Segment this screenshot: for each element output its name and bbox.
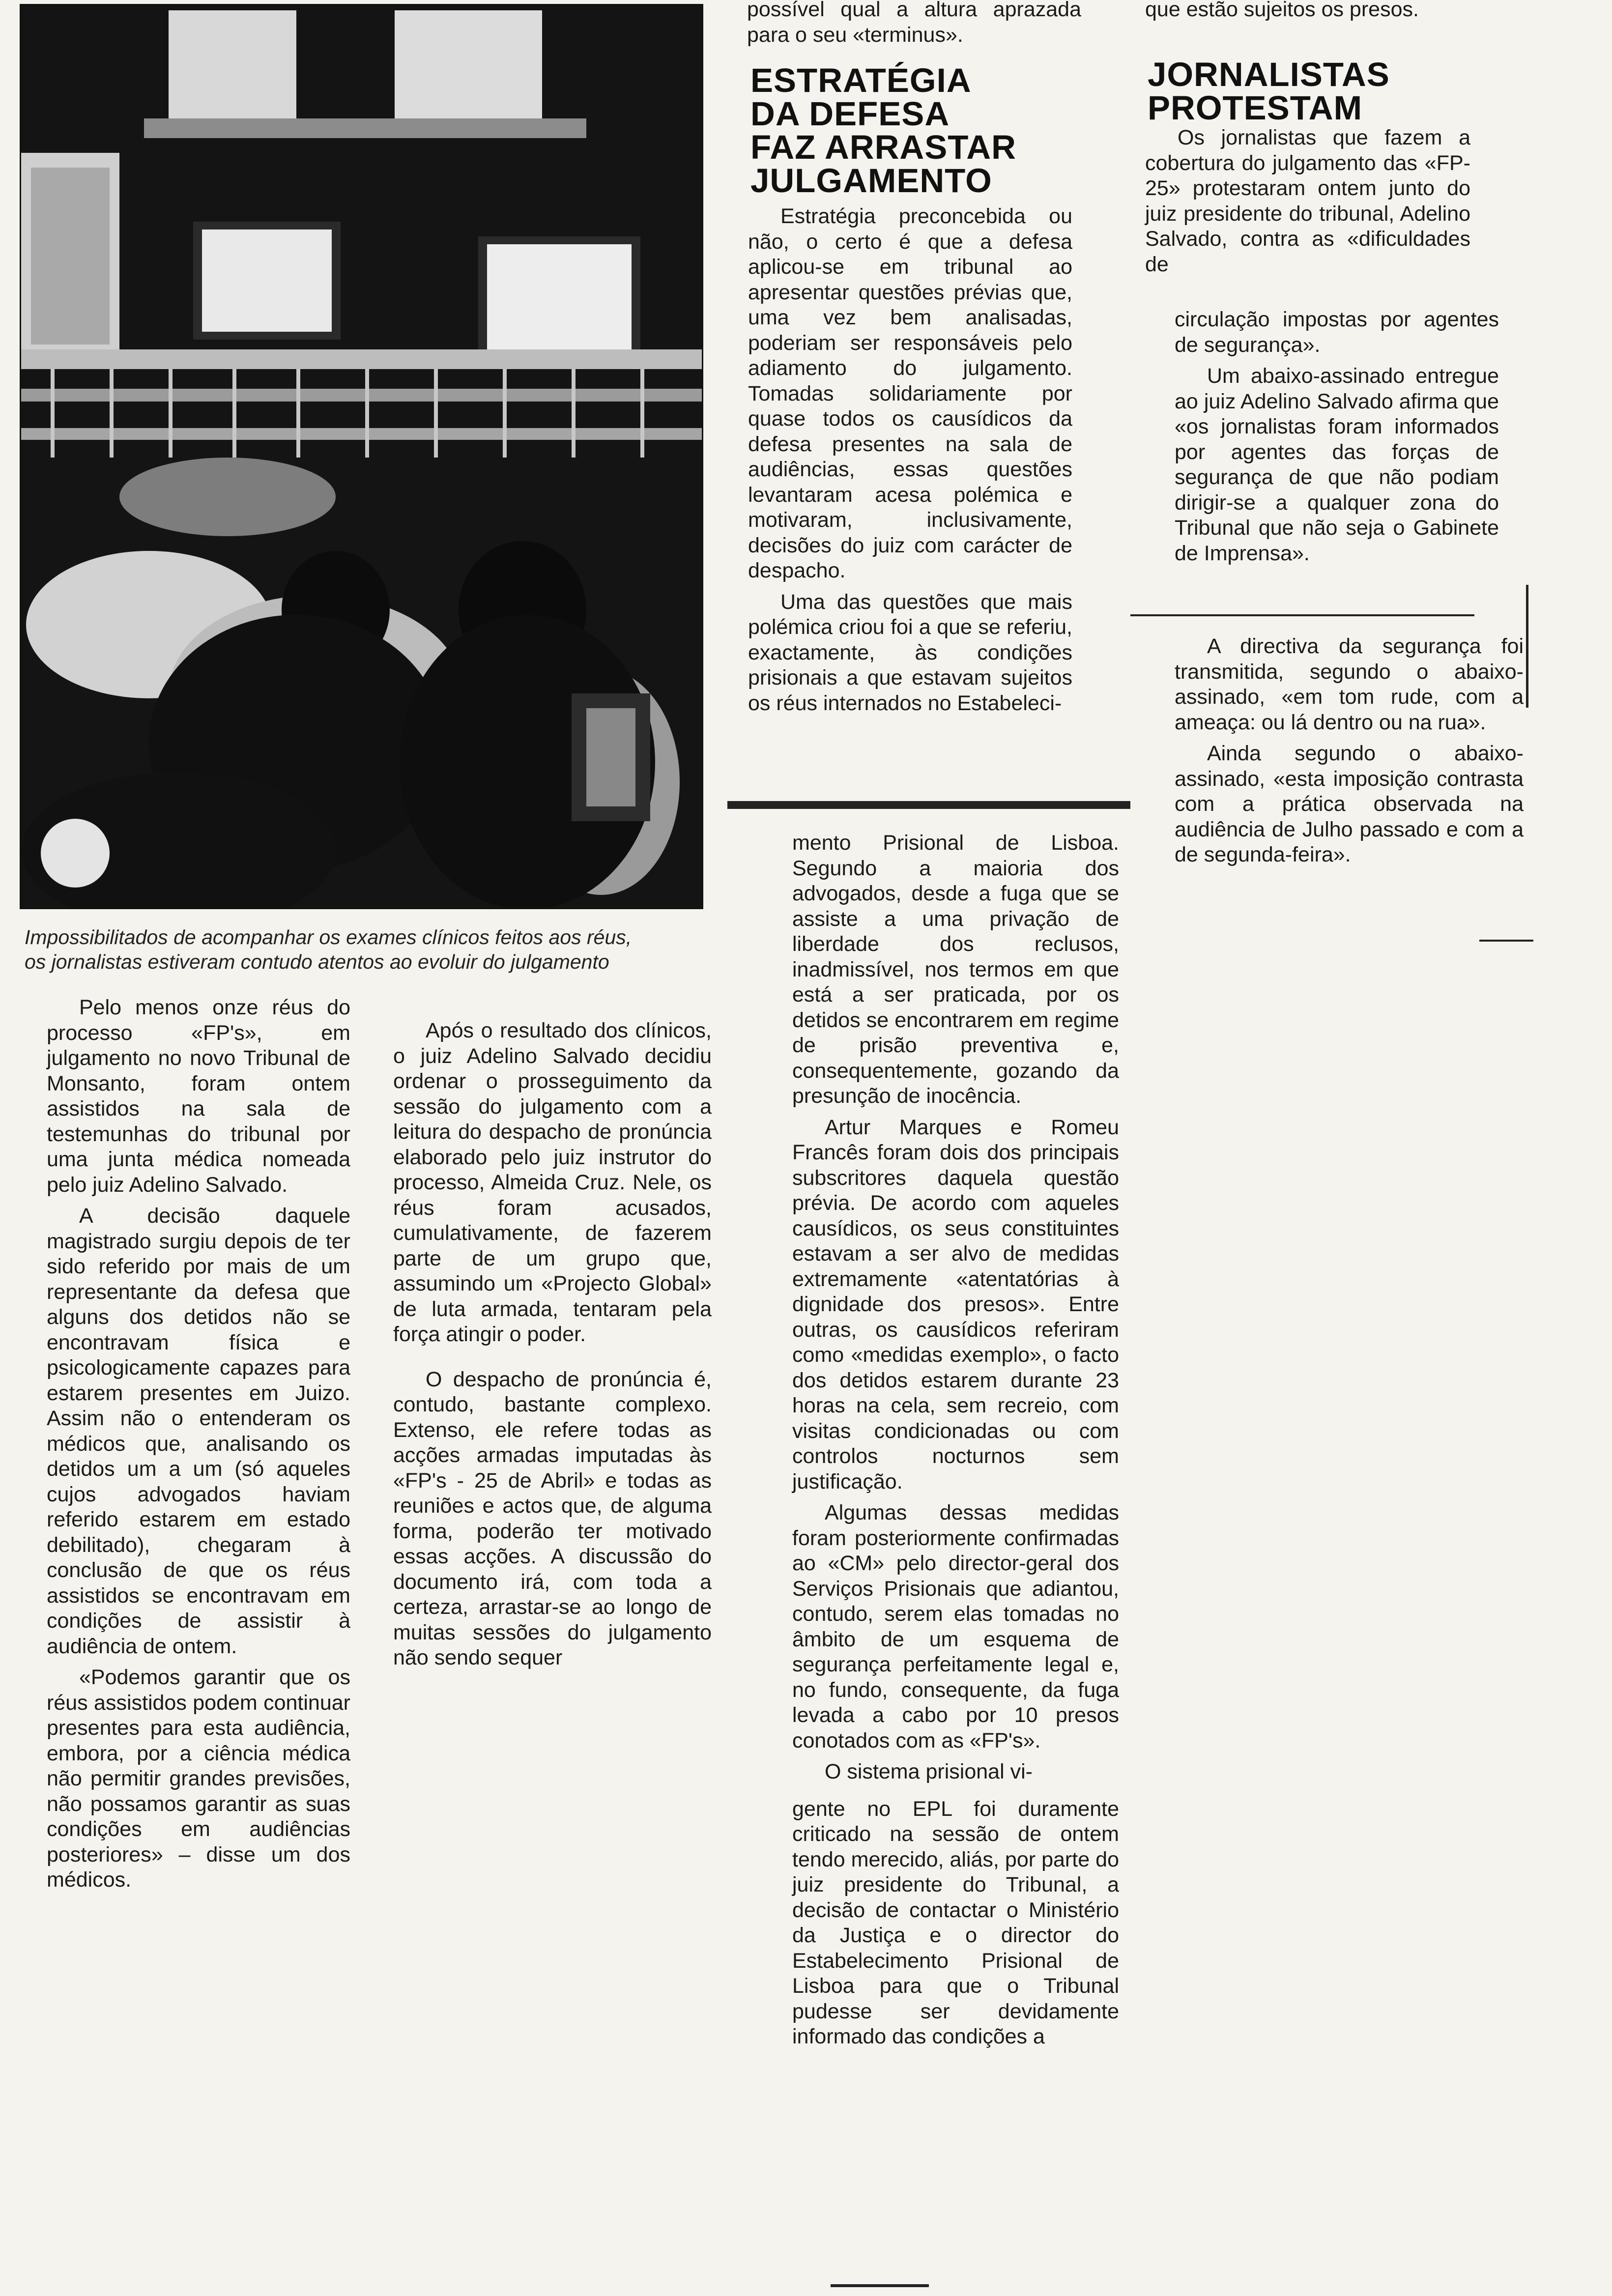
paragraph: Ainda segundo o abaixo-assinado, «esta imposição contrasta com a prática observada na audiência de Julho passado e com a de segunda-feira». bbox=[1175, 742, 1524, 866]
paragraph: Artur Marques e Romeu Francês foram dois dos principais subscritores daquela questão prévia. De acordo com aqueles causídicos, os seus constituintes estavam a ser alvo de medidas extremamente «atentatórias à dignidade dos presos». Entre outras, os causídicos referiram como «medidas exemplo», o facto dos detidos estarem durante 23 horas na cela, sem recreio, com visitas condicionadas ou com controlos nocturnos sem justificação. bbox=[792, 1115, 1119, 1493]
article-column-4-b bbox=[1175, 307, 1499, 572]
courtroom-photo-icon bbox=[21, 5, 702, 908]
article-column-4 bbox=[1145, 125, 1470, 283]
paragraph: circulação impostas por agentes de segurança». bbox=[1175, 308, 1499, 357]
headline-line: FAZ ARRASTAR bbox=[750, 128, 1016, 166]
article-column-3-top bbox=[747, 0, 1081, 54]
paragraph: A directiva da segurança foi transmitida, segundo o abaixo-assinado, «em tom rude, com a ameaça: ou lá dentro ou na rua». bbox=[1175, 634, 1524, 734]
paragraph: Um abaixo-assinado entregue ao juiz Adelino Salvado afirma que «os jornalistas foram informados por agentes das forças de segurança de que não podiam dirigir-se a qualquer zona do Tribunal que não seja o Gabinete de Imprensa». bbox=[1175, 364, 1499, 565]
photo-caption bbox=[25, 925, 708, 974]
paragraph: gente no EPL foi duramente criticado na sessão de ontem tendo merecido, aliás, por parte do juiz presidente do Tribunal, a decisão de contactar o Ministério da Justiça e o director do Estabelecimento Prisional de Lisboa para que o Tribunal pudesse ser devidamente informado das condições a bbox=[792, 1797, 1119, 2048]
paragraph: Pelo menos onze réus do processo «FP's», em julgamento no novo Tribunal de Monsanto, foram ontem assistidos na sala de testemunhas do tribunal por uma junta médica nomeada pelo juiz Adelino Salvado. bbox=[47, 996, 350, 1197]
headline-jornalistas bbox=[1148, 58, 1492, 125]
article-column-1 bbox=[47, 995, 350, 1899]
paragraph: O despacho de pronúncia é, contudo, bastante complexo. Extenso, ele refere todas as acções armadas imputadas às «FP's - 25 de Abril» e todas as reuniões e actos que, de alguma forma, poderão ter motivado essas acções. A discussão do documento irá, com toda a certeza, arrastar-se ao longo de muitas sessões do julgamento não sendo sequer bbox=[393, 1367, 712, 1669]
paragraph: Os jornalistas que fazem a cobertura do julgamento das «FP-25» protestaram ontem junto do juiz presidente do tribunal, Adelino Salvado, contra as «dificuldades de bbox=[1145, 126, 1470, 276]
paragraph: Estratégia preconcebida ou não, o certo é que a defesa aplicou-se em tribunal ao apresentar questões prévias que, uma vez bem analisadas, poderiam ser responsáveis pelo adiamento do julgamento. Tomadas solidariamente por quase todos os causídicos da defesa presentes na sala de audiências, essas questões levantaram acesa polémica e motivaram, inclusivamente, decisões do juiz com carácter de despacho. bbox=[748, 204, 1072, 582]
headline-line: ESTRATÉGIA bbox=[750, 61, 972, 99]
paragraph: «Podemos garantir que os réus assistidos podem continuar presentes para esta audiência, embora, por a ciência médica não permitir grandes previsões, não possamos garantir as suas condições em audiências posteriores» – disse um dos médicos. bbox=[47, 1665, 350, 1892]
article-column-4-c bbox=[1175, 634, 1524, 874]
caption-line-2: os jornalistas estiveram contudo atentos ao evoluir do julgamento bbox=[25, 950, 609, 973]
vertical-rule bbox=[1526, 585, 1528, 708]
end-rule bbox=[831, 2284, 929, 2287]
headline-line: JULGAMENTO bbox=[750, 162, 992, 200]
article-column-3-continued bbox=[792, 831, 1119, 2056]
end-rule bbox=[1479, 940, 1533, 942]
headline-line: JORNALISTAS bbox=[1148, 56, 1390, 93]
courtroom-photo bbox=[20, 4, 703, 909]
paragraph: que estão sujeitos os presos. bbox=[1145, 0, 1419, 21]
headline-estrategia bbox=[750, 61, 1090, 200]
paragraph: mento Prisional de Lisboa. Segundo a maioria dos advogados, desde a fuga que se assiste a uma privação de liberdade dos reclusos, inadmissível, nos termos em que está a ser praticada, por os detidos se encontrarem em regime de prisão preventiva e, consequentemente, gozando da presunção de inocência. bbox=[792, 831, 1119, 1108]
paragraph: A decisão daquele magistrado surgiu depois de ter sido referido por mais de um representante da defesa que alguns dos detidos não se encontravam física e psicologicamente capazes para estarem presentes em Juizo. Assim não o entenderam os médicos que, analisando os detidos um a um (só aqueles cujos advogados haviam referido estarem em estado debilitado), chegaram à conclusão de que os réus assistidos se encontravam em condições de assistir à audiência de ontem. bbox=[47, 1204, 350, 1658]
paragraph: Uma das questões que mais polémica criou foi a que se referiu, exactamente, às condições prisionais a que estavam sujeitos os réus internados no Estabeleci- bbox=[748, 590, 1072, 715]
column-rule bbox=[1130, 614, 1474, 616]
caption-line-1: Impossibilitados de acompanhar os exames clínicos feitos aos réus, bbox=[25, 926, 632, 948]
paragraph: Algumas dessas medidas foram posteriormente confirmadas ao «CM» pelo director-geral dos Serviços Prisionais que adiantou, contudo, serem elas tomadas no âmbito de um esquema de segurança perfeitamente legal e, no fundo, consequente, da fuga levada a cabo por 10 presos conotados com as «FP's». bbox=[792, 1501, 1119, 1752]
paragraph: possível qual a altura aprazada para o seu «terminus». bbox=[747, 0, 1081, 47]
article-column-2 bbox=[393, 1018, 712, 1677]
article-column-4-top bbox=[1145, 0, 1465, 29]
headline-line: DA DEFESA bbox=[750, 95, 950, 133]
article-column-3 bbox=[748, 204, 1072, 722]
column-divider-rule bbox=[727, 801, 1130, 809]
headline-line: PROTESTAM bbox=[1148, 89, 1363, 127]
paragraph: Após o resultado dos clínicos, o juiz Adelino Salvado decidiu ordenar o prosseguimento da sessão do julgamento com a leitura do despacho de pronúncia elaborado pelo juiz instrutor do processo, Almeida Cruz. Nele, os réus foram acusados, cumulativamente, de fazerem parte de um grupo que, assumindo um «Projecto Global» de luta armada, tentaram pela força atingir o poder. bbox=[393, 1019, 712, 1346]
paragraph: O sistema prisional vi- bbox=[825, 1760, 1033, 1783]
